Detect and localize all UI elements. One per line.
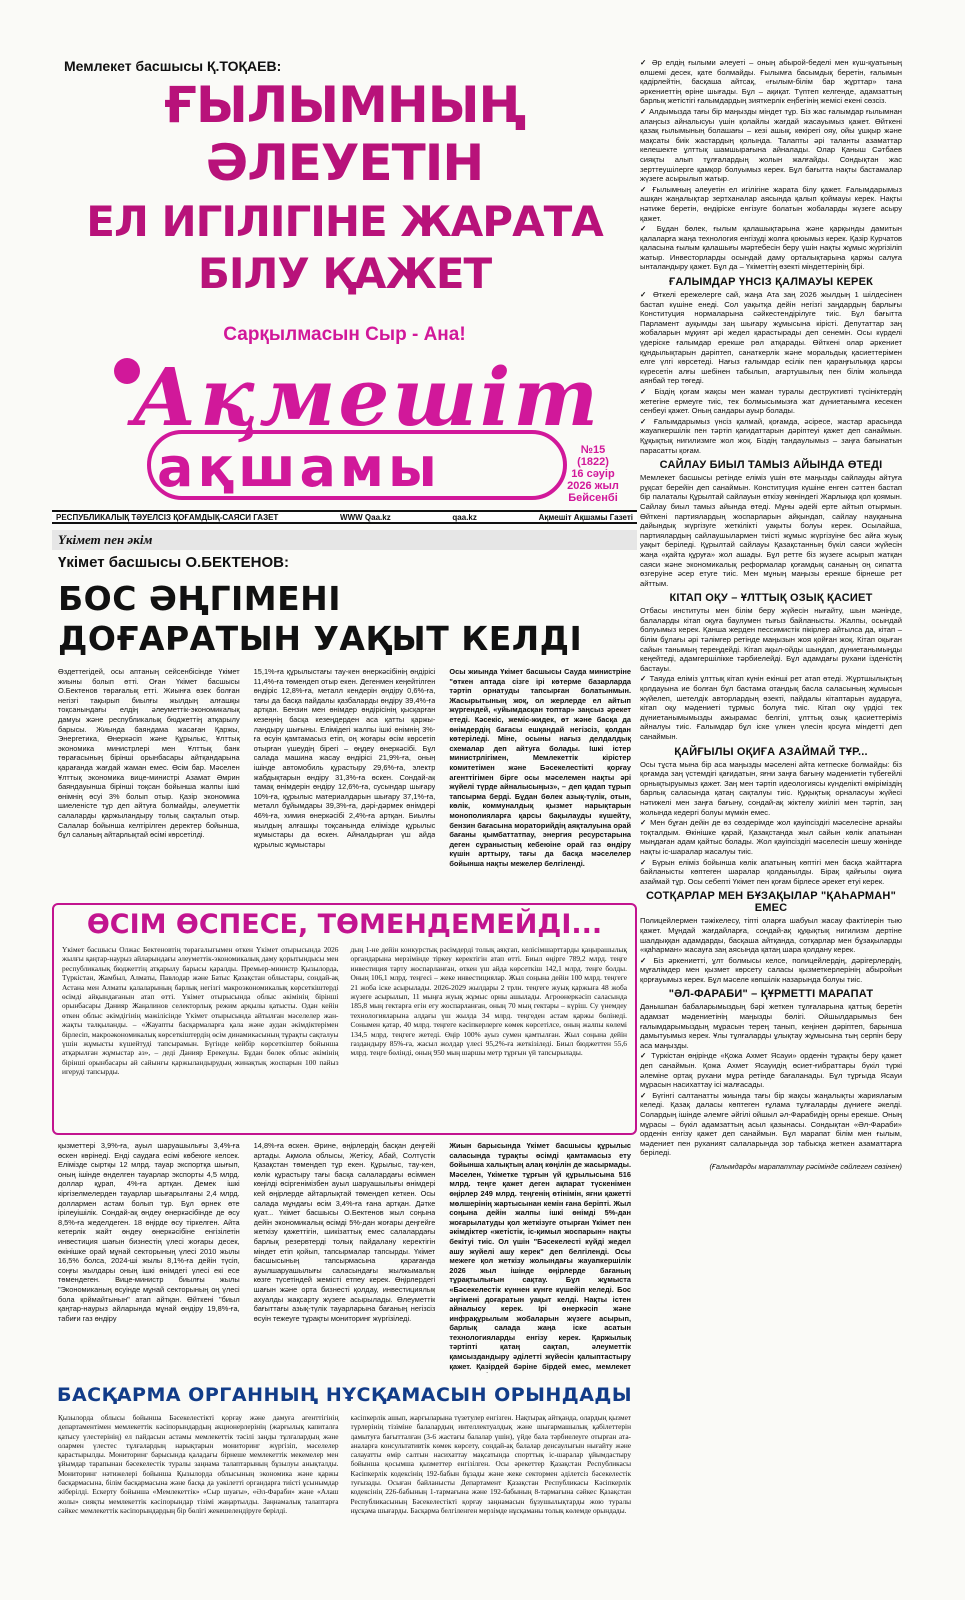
article-continuation [52, 1141, 637, 1373]
checkmark-icon: ✓ [640, 955, 654, 965]
article-headline-line2: ДОҒАРАТЫН УАҚЫТ КЕЛДІ [58, 619, 583, 658]
growth-body [62, 945, 627, 1077]
checkmark-icon: ✓ [640, 106, 650, 116]
issue-total: (1822) [577, 456, 609, 468]
checkmark-icon: ✓ [640, 58, 652, 67]
strap-website[interactable]: WWW Qaa.kz [340, 512, 391, 522]
checkmark-icon: ✓ [640, 290, 653, 300]
masthead-strap [52, 510, 637, 524]
speech-paragraph: ✓ Бұдан бөлек, ғылым қалашықтарына және қарқынды дамитын қалаларға жаңа технология енгізуді жолға қоюымыз керек. Қазір Курчатов қаласына ғылым қалашығы мәртебесін беру үшін нақты жұмыс жүргізіліп жатыр. Инвесторларды осындай даму орталықтарына қаржы салуға ынталандыру қажет. Бұл да – Үкіметтің өзекті міндеттерінің бірі. [640, 224, 902, 272]
issue-date: 16 сәуір [571, 468, 615, 480]
speech-paragraph: ✓ Өткелі ережелерге сай, жаңа Ата заң 2026 жылдың 1 шілдесінен бастап күшіне енеді. Сол уақытқа дейін негізгі заңдардың барлығы Конституция нормаларына сәйкестендірілуге тиіс. Бұл бағытта Парламент ауқымды заң шығару жұмысына кірісті. Депутаттар заң жобаларын мұқият әрі жедел қарастырады деп сенемін. Осы күрделі үдеріске ғалымдар ерекше рөл атқарады. Өйткені олар әркениет құндылықтарын дәріптеп, санаткерлік және моральдық қасиеттерімен елге үлгі көрсетеді. Нағыз ғалымдар есілік пен қараңғылыққа қарсы күресетін алғы шебінен табылып, ағартушылық пен білім жолында аянбай тер төгеді. [640, 290, 902, 386]
speech-paragraph: ✓ Түркістан өңірінде «Қожа Ахмет Ясауи» орденін тұрақты беру қажет деп санаймын. Қожа Ахмет Ясауидің өсиет-ғибраттары бүкіл түркі әлеміне ортақ рухани мұра ретінде бағаланады. Бұл тұрғыда Ясауи мұрасын насихаттау ісі жалғасады. [640, 1051, 902, 1090]
growth-box [52, 903, 637, 1135]
checkmark-icon: ✓ [640, 1051, 652, 1061]
checkmark-icon: ✓ [640, 818, 651, 828]
continuation-column-1: қызметтері 3,9%-ға, ауыл шаруашылығы 3,4%-ға өскен көрінеді. Енді саудаға есімі көбеюге келсек. Елімізде сыртқы 12 млрд. тауар экспортқа шығып, оның ішінде өнделген тауарлар экспорты 4,5 млрд. доллар құрап, 4%-ға артқан. Демек ішкі кіргізелмелерден тауарлар шығарылғаны 2,4 млрд. доллармен астам болып тұр. Бұл өрнек өте ірілеуішілік. Сондай-ақ өндеу өнеркәсібінде де өсу 8,5%-ға жеделдеген. 18 өңірде өсу тіркелген. Айта кетерлік жайт өндеу өнеркәсібіне енгізілетін инвестиция шағын бизнестің үлесі жоғары десек, өкінішке орай мұнай секторының үлесі 2010 жылы 16,5% болса, 2024-ші жылы 8,1%-ға дейін түсіп, соңғы жылдары оның ішкі өнімдегі үлесі екі есе төмендеген. Вице-министр биылғы жылы "Экономиканың өсуінде мұнай секторының оң үлесі бола қоймайтынын" атап айтқан. Өйткені "биыл қаңтар-наурыз айларында мұнай өндіру 19,8%-ға, табиғи газ өндіру [58, 1141, 240, 1323]
competition-column-2: кәсіпкерлік ашып, жарғыларына түзетулер енгізген. Нақтырақ айтқанда, олардың қызмет түрлерінің тізіміне балалардың интеллектуалдық және шығармашылық қабілеттерін дамытуға бағытталған (3-6 жастағы балалар үшін), үйде бала тәрбиелеуге отырған ата-аналарға консультативтік көмек көрсету, сондай-ақ балалар денсаулығын нығайту және салауатты өмір салтын насихаттау мақсатында спорттық іс-шаралар ұйымдастыру бойынша қосымша қызметтер енгізілген. Осы әрекеттер Қазақстан Республикасы Кәсіпкерлік кодексінің 192-бабын бұзады және жеке сектормен әділетсіз бәсекелестік туғызады. Осыған байланысты Департамент Қазақстан Республикасы Кәсіпкерлік кодексінің 226-бабының 1-тармағына және 192-бабының 8-тармағына сәйкес Қазақстан Республикасының Бәсекелестікті қорғау заңнамасын бұзушылықтарды жою туралы нұсқама шығарды. Басқарма белгіленген мерзімде нұсқаманы толық көлемде орындады. [350, 1413, 631, 1515]
right-column [640, 58, 902, 1588]
article-headline-line1: БОС ӘҢГІМЕНІ [58, 579, 342, 618]
growth-headline: ӨСІМ ӨСПЕСЕ, ТӨМЕНДЕМЕЙДІ... [86, 909, 603, 940]
competition-body [52, 1413, 637, 1600]
subhead-hooligans: СОТҚАРЛАР МЕН БҰЗАҚЫЛАР "ҚАҺАРМАН" ЕМЕС [645, 890, 896, 915]
speech-paragraph: Осы тұста мына бір аса маңызды мәселені айта кетпеске болмайды: біз қоғамда заң үстемдігі қағидатын, яғни заңға бағыну мәдениетін түбегейлі орнықтыруымыз қажет. Заң мен тәртіп идеологиясы күнделікті өміріміздің барлық саласында қатаң сақталуы тиіс. Құқықтық орналасуы жүйесі нәтижелі мен заңға бағыну, сондай-ақ жіктелу жиілігі мен тәртіп, заң жолында кедергі болуы мүмкін емес. [640, 759, 902, 817]
checkmark-icon: ✓ [640, 184, 653, 194]
subhead-scientists: ҒАЛЫМДАР ҮНСІЗ ҚАЛМАУЫ КЕРЕК [668, 276, 874, 289]
issue-weekday: Бейсенбі [568, 492, 618, 504]
speech-paragraph: ✓ Бүрын еліміз бойынша көлік апатының көптігі мен басқа жайттарға байланысты көптеген шаралар қолданылды. Бірақ қайғылы оқиға азаймай тұр. Осы себепті Үкімет пен қоғам бірлесе әрекет етуі керек. [640, 857, 902, 886]
checkmark-icon: ✓ [640, 674, 650, 684]
speech-paragraph: ✓ Алдымызда тағы бір маңызды міндет тұр. Біз жас ғалымдар ғылымнан алаңсыз айналысуы үшін қолайлы жағдай жасауымыз қажет. Өйткені қазақ ғылымының болашағы – кезі ашық, көкірегі ояу, ойы ұшқыр және мақсаты биік жастардың қолында. Талапты әрі таланты азаматтар келешекте ұлттық шамшырағына айналады. Олар Қаныш Сәтбаев сияқты алып тұлғалардың жолын жалғайды. Сондықтан жас зерттеушілерге қамқор болуымыз керек. Бұл бағытта нақты бастамалар жүзеге асырылып жатыр. [640, 106, 902, 184]
article-column-3: Осы жиында Үкімет басшысы Сауда министріне "өткен аптада сізге ірі көтерме базарларда тәртіп орнатуды тапсырған болатынмын. Жасырытының жоқ, ол жерлерде ел айтып жүргендей, «уйымдасқан топтар» заңсыз әрекет етеді. Кәсекіс, жеміс-жидек, өт және басқа да өнімдердің бағасы ешқандай негізсіз, қолдан көтеріледі. Міне, осыны нағыз делдалдық схемалар деп айтуға болады. Ішкі істер министрлігімен, Мемлекеттік кірістер комитетімен және Бәсекелестікті қорғау агенттігімен бірге осы мәселемен нақты әрі жүйелі түрде айналысыңыз», – деп қадап тұрып тапсырма берді. Бұдан бөлек азық-түлік, отын, көлік, коммуналдық қызмет нарықтарын монополияларға қарсы бақылауды күшейту, бензин бағасына мораторийдің аяқталуына орай бағаны қымбаттатпау, энергия ресурстарына деген сұраныстың кебеюіне орай газ өндіру күшін арттыру, тағы да басқа мәселелер бойынша нақты межелер белгіленді. [449, 667, 632, 868]
subhead-election: САЙЛАУ БИЫЛ ТАМЫЗ АЙЫНДА ӨТЕДІ [659, 459, 883, 472]
strap-short-site[interactable]: qaa.kz [452, 512, 477, 522]
lead-kicker: Мемлекет басшысы Қ.ТОҚАЕВ: [64, 58, 282, 74]
strap-social: Ақмешіт Ақшамы Газеті [538, 512, 633, 522]
growth-column-1: Үкімет басшысы Олжас Бектеновтің төрағалығымен өткен Үкімет отырысында 2026 жылғы қаңтар-наурыз айларындағы әлеуметтік-экономикалық даму қорытындысы мен республикалық бюджеттің атқарылу барысы қаралды. Премьер-министр Қызылорда, Түркістан, Жамбыл, Алматы, Павлодар және Батыс Қазақстан облыстары, сондай-ақ Астана мен Алматы қалаларының барлық негізгі макроэкономикалық көрсеткіштерді өсімді айқындағанын атап өтті. Үкімет отырысында облыс әкімінің бірінші орынбасары Данияр Жаңалинов селекторлық режим арқылы қатысты. Одан кейін өткен облыс әкімдігінің мәжілісінде Үкімет отырысында айтылған мәселелер жан-жақты талқыланды. – «Жауапты басқармаларға қала және аудан әкімдіктерімен бірлесіп, макроәкономикалық көрсеткіштердің өсім динамикасының тұрақты сақталуы үшін жұмысты күшейтуді тапсырамын. Бүгінде кейбір көрсеткіштер бойынша атқарылған жұмыстар аз», – деді Данияр Ерекеұлы. Бұдан бөлек облыс әкімінің бірінші орынбасары ай сайынғы қаржыландырудың жинақтық жоспарын 100 пайыз игеруді тапсырды. [62, 945, 339, 1077]
speech-paragraph: Полицейлермен тәжікелесу, тіпті оларға шабуыл жасау фактілерін тыю қажет. Мұндай жағдайларға, сондай-ақ құқықтық нигилизм дертіне шалдыққан адамдарды, басқаша айтқанда, сотқарлар мен бұзақыларды «қаһарман» жасауға заң аясында қатаң шара қолдану керек. [640, 916, 902, 955]
continuation-column-3: Жиын барысында Үкімет басшысы құрылыс саласында тұрақты өсімді қамтамасыз ету бойынша халықтың алаң көңілін де жасырмады. Мәселен, Үкіметке тұрғын үй құрылысына 516 млрд. теңге қажет деген ақпарат түскенімен өңірлер 249 млрд. теңгенің өтінімін, яғни қажетті мөлшерінің жартысынан кемін ғана беріпті. Жыл соңына дейін жалпы ішкі өнімді 5%-дан жоғарылатуды қол жеткізуге отырған Үкімет пен әкімдіктер «жетістік, іс-қимыл жоспарын» нақты бекітуі тиіс. Ол үшін "Бәсекелесті күйді жедел ашу жүйелі ашу керек" деп белгіленді. Осы межеге қол жеткізу жолындағы жауапкершілік 2026 жыл ішінде өңірлерде бағаның тұрақтылығын сақтау. Бұл жұмыста «Бәсекелестік күннен күнге күшейіп келеді. Бос әңгімені доғаратын уақыт келді. Нақты істен айналысу керек. Ірі өнеркәсіп және инфрақұрылым жобаларын жүзеге асырып, барлық салада жаңа іске асатын технологияларды енгізу керек. Қаржылық тәртіпті қатаң сақтап, әлеуметтік қамсыздандыру әділетті жүйесін қалыптастыру қажет. Қазірдей бәріне бірдей емес, мемлекет [449, 1141, 632, 1371]
checkmark-icon: ✓ [640, 1090, 653, 1100]
article-column-1: Өздеттегідей, осы аптаның сейсенбісінде Үкімет жиыны болып өтті. Оған Үкімет басшысы О.Бектенов төрағалық етті. Жиынға өзек болған негізгі тақырып биылғы жылдың алғашқы тоқсанындағы елдің әлеуметтік-экономикалық дамуы және республикалық бюджеттің атқарылу барысы. Жиында баяндама жасаған Қаржы, Энергетика, Өнеркәсіп және Құрылыс, Ұлттық экономика министрлері мен Ұлттық банк төрағасының бірінші орынбасары айтқандарына қарағанда жағдай жаман емес. Өсім бар. Мәселен Ұлттық экономика вице-министрі Азамат Әмрин баяндауынша бірінші тоқсан бойынша жалпы ішкі өнімнің өсуі 3% болып отыр. Қазір экономика шиеленісте тұр деп айтуға болмайды, әлеуметтік салаларды қаржыландыру толық сақталып отыр. Салалар бойынша келтірілген деректер бойынша, бұл саланың айтарлықтай өсімі көрсетілді. [58, 667, 240, 840]
growth-column-2: дың 1-не дейін конкурстық рәсімдерді толық аяқтап, келісімшарттарды қаңырашылық органдарына мерзімінде тіркеу керектігін атап өтті. Биыл өңірге 789,2 млрд. теңге инвестиция тарту жоспарланған, өткен үш айда көрсеткіш 142,1 млрд. теңге болды. Оның 106,1 млрд. теңгесі – жеке инвестициялар. Жыл соңына дейін 100 млрд. теңгеге 21 жоба іске асырылады. 2026-2029 жылдары 2 трлн. теңгеге жуық қаржыға 48 жоба жүзеге асырылып, 11 мыңға жуық жұмыс орны ашылады. Агроөнеркәсіп саласында 185,8 мың гектарға егін егу жоспарланған, оның 70 мың гектары – күріш. Су үнемдеу технологияларына алдағы үш жылда 34 млрд. теңгеден астам қаржы бөлінеді. Сонымен қатар, 40 млрд. теңгеге кәсіпкерлерге көмек көрсетілсе, оның жалпы көлемі 134,5 млрд. теңгеге жетеді. Өңір 100% ауыз сумен қамтылған. Жыл соңына дейін газдандыру 85%-ға, жасыл жолдар үлесі 95,2%-ға жеткізіледі. Биыл бюджеттен 55,6 млрд. теңге бөлінді, оның 950 мың шаршы метр тұрғын үй тапсырылады. [350, 945, 627, 1058]
article-byline: Үкімет басшысы О.БЕКТЕНОВ: [58, 554, 289, 571]
speech-paragraph: ✓ Таяуда еліміз ұлттық кітап күнін екінші рет атап өтеді. Жұртшылықтың қолдауына ие болған бұл бастама отандық басла саласының жұмысын жүйелеп, шетелдік авторлардың өзекті, пайдалы кітаптарын аударуға, кітап оқу мәдениеті тұрмыс болуға тиіс. Кітап оқу үрдісі тек дүниетанымымызды ажырамас белгілі, ұлттық озық қасиеттеріміз айналуы тиіс. Ғалымдар бұл іске үлкен үлесін қосуға міндетті деп санаймын. [640, 674, 902, 741]
subhead-al-farabi: "ӘЛ-ФАРАБИ" – ҚҰРМЕТТІ МАРАПАТ [668, 988, 874, 1001]
speech-paragraph: ✓ Ғылымның әлеуетін ел игілігіне жарата білу қажет. Ғалымдарымыз ашқан жаңалықтар зертханалар аясында қалып қоймауы керек. Нақты нәтиже беретін, өндіріске енгізуге болатын жобаларды жүзеге асыру қажет. [640, 184, 902, 223]
issue-number: №15 [580, 444, 606, 456]
section-rubric: Үкімет пен әкім [52, 530, 637, 550]
speech-source-note: (Ғалымдарды марапаттау рәсімінде сөйлеген сөзінен) [709, 1161, 902, 1171]
speech-paragraph: ✓ Ғалымдарымыз үнсіз қалмай, қоғамда, әсіресе, жастар арасында жауапкершілік пен тәртіп қағидаттарын дәріптеуі қажет деп санаймын. Құқықтық нигилизмге жол жоқ. Біздің тандаулымыз – заңға бағынатын парасатты қоғам. [640, 416, 902, 455]
competition-column-1: Қызылорда облысы бойынша Бәсекелестікті қорғау және дамуға агенттігінің департаментімен мемлекеттік кәсіпорындардың акционерлерінің (жарғылық капиталға қатысу үлестерінің) ел пайдасын астамы мемлекеттік тәсілі заңды тұлғалардың және олармен үлестес тұлғалардың нарықтарын мониторинг жүргізіп, мәселелер қарастырылды. Мониторинг барысында қаладағы бірнеше мемлекеттік мекемелер мен ұйымдар тарапынан бәсекелестік туралы заңнама талаптарының бұзылуы анықталды. Мониторинг нәтижелері бойынша Қызылорда облысының экономика және қаржы басқармасына, білім басқармасына және басқа да уәкілетті органдарға тиісті ұсынымдар жіберілді. Ескерту бойынша «Мемлекеттік» «Сыр шуағы», «Әл-Фараби» және «Алаш жолы» сияқты мемлекеттік кәсіпорындар тізімі жаңартылды. Заңнамалық талаптарға сәйкес мемлекеттік кәсіпорындардың бір бөлігі жекешелендіруге берілді. [58, 1413, 339, 1515]
speech-paragraph: Данышпан бабаларымыздың бәрі жеткен тұлғаларына қаттық беретін адамзат мәдениетінің маңызды бөлігі. Ойшылдарымыз бен ғалымдарымыздың мұрасын терең танып, кеңінен дәріптеп, барынша дамытуымыз керек. Ұлы тұлғаларды ұлықтау жұмысына тың серпін беру аса маңызды. [640, 1002, 902, 1050]
masthead-slogan: Сарқылмасын Сыр - Ана! [223, 324, 466, 345]
checkmark-icon: ✓ [640, 387, 655, 396]
article-column-2: 15,1%-ға құрылыстағы тау-кен өнеркәсібінің өндірісі 11,4%-ға төмендеп отыр екен. Дегенмен кеңейтілген өндіріс 12,8%-ға, металл кендерін өндіру 0,6%-ға, тағы да басқа пайдалы қазбаларды өндіру 39,4%-ға артқан. Бензин мен өнімдер өндірісінің қысқарған кезеңнің басқа кезеңдерден аса қатты қаржыландыру шығыны. Елімідегі жалпы ішкі өнімнің 3%-ға өсуін қамтамасыз етіп, оң жоғары өсім көрсетіп отырған үшеудің бірегі – өңдеу өнеркәсібі. Бұл салада машина жасау өндірісі 21,9%-ға, оның ішінде автомобиль құрастыру 29,6%-ға, электр жабдықтарын өндіру 31,3%-ға өскен. Сондай-ақ тамақ өнімдерін өндіру 12,6%-ға, сусындар шығару 10%-ға, құрылыс материалдарын шығару 37,1%-ға, металл бұйымдары 39,3%-ға, дәрі-дәрмек өнімдері 46%-ға, химия өнеркәсібі 2,4%-ға артқан. Биылғы жылдың алғашқы тоқсанында елімізде құрылыс жұмыстары да өскен. Айналдырған үш айда құрылыс жұмыстары [253, 667, 436, 849]
speech-paragraph: Отбасы институты мен білім беру жүйесін нығайту, шын мәнінде, балаларды кітап оқуға баулумен тығыз байланысты. Жалпы, осындай болуымыз керек. Қанша жерден пессимистік пікірлер айтылса да, кітап – білім бұлағы әрі тәлімгер ретінде маңызын жоя қойған жоқ. Кітап оқыған сайын танымың тереңдейді. Кітап ақыл-ойды шыңдап, дүниетанымыңды кеңейтеді, адамгершілікке тәрбиелейді. Бұл адамдағы рухани ізденістің бастауы. [640, 606, 902, 673]
checkmark-icon: ✓ [640, 416, 654, 426]
continuation-column-2: 14,8%-ға өскен. Әрине, өңірлердің басқан деңгейі артады. Ақмола облысы, Жетісу, Абай, Солтүстік Қазақстан төмендеп тұр екен. Құрылыс, тау-кен, көлік құрастыру тағы басқа салалардағы өсіммен көңілді өсіргенімізбен ауыл шаруашылығы өнімдері кей өңірлерде айтарлықтай төмендеп кеткен. Осы салада мұндағы өсім 3,4%-ға ғана артқан. Дәтке қуат... Үкімет басшысы О.Бектенов жыл соңына дейін экономикалық өсімді 5%-дан жоғары деңгейге жеткізу қажеттігін, шикізаттық емес салалардағы барлық резервтерді толық пайдалану керектігін міндет етіп қойып, тапсырмалар тапсырды. Үкімет басшысының тапсырмасына қарағанда ауылшаруашылығы саласындағы жылжымалық көзге түсетіндей жемісті етпеу керек. Өңірлердегі шағын және орта бизнесті қолдау, инвестициялық ахуалды жақсарту жүзеге асырылады. Өлеуметтік бағыттағы азық-түлік тауарларына бағаның негізсіз өсуін тежеуге тұрақты мониторинг жүргізіледі. [253, 1141, 436, 1323]
speech-paragraph: ✓ Әр елдің ғылыми әлеуеті – оның абырой-беделі мен күш-қуатының өлшемі десек, қате болмайды. Ғылымға басымдық беретін, ғалымын қадірлейтін, басқаша айтсақ, «ғылым-білім бар жұрттар» тана әркениеттің өріне шығады. Бұл – ақиқат. Түптеп келгенде, адамзаттың барлық жетістігі ғалымдардың зияткерлік еңбегінің жемісі екені сөзсіз. [640, 58, 902, 106]
article-body [52, 667, 637, 897]
issue-info [553, 444, 633, 504]
speech-paragraph: ✓ Мен бұған дейін де өз сөздерімде жол қауіпсіздігі мәселесіне арнайы тоқталдым. Өкінішке қарай, Қазақстанда жыл сайын көлік апатынан мыңдаған адам қайтыс болады. Жол қауіпсіздігі мәселесін шешу жөнінде нақты іс-шаралар жасалуы тиіс. [640, 818, 902, 856]
lead-headline-line1: ҒЫЛЫМНЫҢ ӘЛЕУЕТІН [163, 76, 526, 192]
speech-paragraph: ✓ Біз әркениетті, ұлт болмысы келсе, полицейлердің, дәрігерлердің, мұғалімдер мен қызмет көрсету саласы қызметкерлерінің абыройын қорғауымыз керек. Бұл мәселе көпшілік назарында болуы тиіс. [640, 955, 902, 984]
masthead-name-line1: Ақмешіт [132, 350, 602, 444]
masthead-name-line2: ақшамы [157, 436, 441, 499]
lead-headline-line2: ЕЛ ИГІЛІГІНЕ ЖАРАТА БІЛУ ҚАЖЕТ [86, 197, 603, 298]
speech-paragraph: ✓ Біздің қоғам жақсы мен жаман туралы деструктивті түсініктердің жетегіне ермеуге тиіс, тек болмысымызға жат дүниетанымға кесекен сенбеуі қажет. Оның сандары ауыр болады. [640, 387, 902, 416]
checkmark-icon: ✓ [640, 857, 653, 867]
strap-description: РЕСПУБЛИКАЛЫҚ ТӘУЕЛСІЗ ҚОҒАМДЫҚ-САЯСИ ГАЗЕТ [56, 512, 279, 522]
issue-year: 2026 жыл [567, 480, 619, 492]
competition-headline: БАСҚАРМА ОРГАННЫҢ НҰСҚАМАСЫН ОРЫНДАДЫ [56, 1384, 633, 1406]
left-column [52, 58, 637, 1578]
masthead-logo [52, 348, 637, 508]
speech-paragraph: Мемлекет басшысы ретінде еліміз үшін өте маңызды сайлауды айтуға рұқсат берейін деп санаймын. Конституция күшіне енген сәттен бастап бір палаталы Құрылтай сайлауын өткізу жөніндегі Жарлыққа қол қоямын. Сайлау биыл тамыз айында өтеді. Мұны әдейі ерте айтып отырмын. Өйткені партиялардың жоспарларын айқындап, сайлау науқанына дайындық жүргізуге жеткілікті уақыты болуы керек. Осылайша, партиялардың сайлаушылармен тиісті жұмыс жүргізуіне бес айға жуық уақыт беріледі. Құрылтай сайлауы Қазақстанның бүкіл саяси жүйесін жаңа «қайта құруға» жол ашады. Бұл ретте біз жүзеге асырып жатқан саяси және экономикалық реформалар қоғамдық сананың оң сипатта өзгеруіне әсер етуге тиіс. Мен мұның маңызы ерекше бірнеше рет айттым. [640, 473, 902, 588]
checkmark-icon: ✓ [640, 224, 657, 234]
subhead-reading: КІТАП ОҚУ – ҰЛТТЫҚ ОЗЫҚ ҚАСИЕТ [669, 592, 873, 605]
subhead-tragedy: ҚАЙҒЫЛЫ ОҚИҒА АЗАЙМАЙ ТҰР... [674, 745, 868, 758]
speech-paragraph: ✓ Бүгінгі салтанатты жиында тағы бір жақсы жаңалықты жариялағым келеді. Қазақ даласы көптеген ғұлама тұлғаларды дүниеге әкелді. Солардың ішінде әлемге әйгілі ойшыл әл-Фарабидің орны ерекше. Оның мұрасы – бүкіл адамзаттың асыл қазынасы. Сондықтан «Әл-Фараби» орденін енгізу қажет деп санаймын. Бұл марапат білім мен ғылым, мәдениет пен руханият салаларында зор табысқа жеткен азаматтарға беріледі. [640, 1090, 902, 1158]
